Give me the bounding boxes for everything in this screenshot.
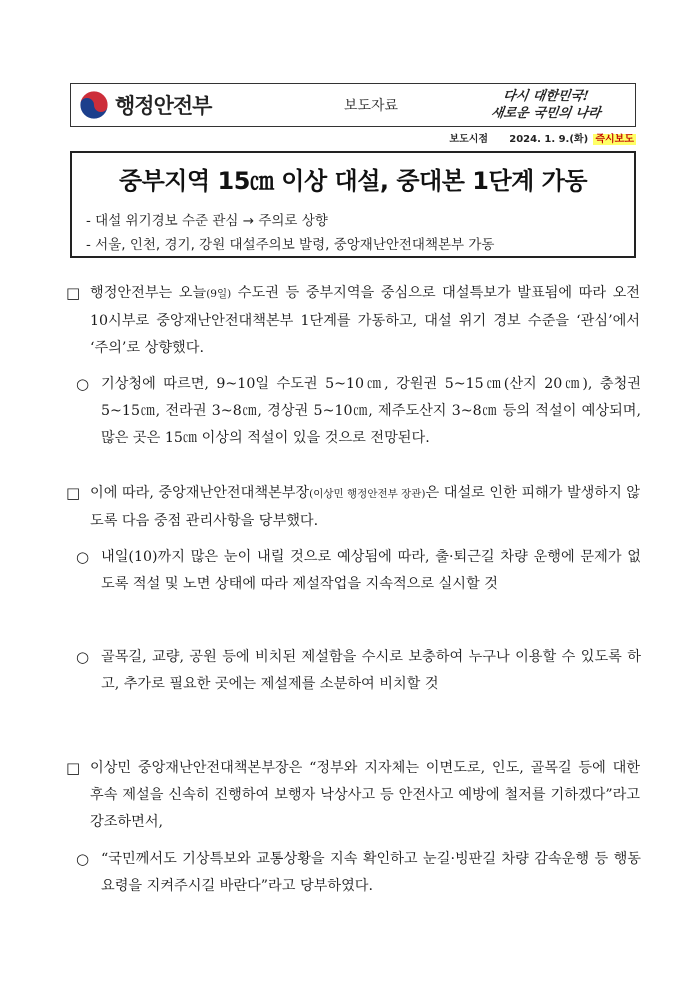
paragraph-1-text-a: 행정안전부는 오늘 <box>90 285 207 301</box>
square-bullet-icon: □ <box>66 759 81 777</box>
paragraph-2-item-2: 골목길, 교량, 공원 등에 비치된 제설함을 수시로 보충하여 누구나 이용할 수 있도록 하고, 추가로 필요한 곳에는 제설제를 소분하여 비치할 것 <box>101 649 641 692</box>
title-box <box>70 151 636 258</box>
paragraph-3: 이상민 중앙재난안전대책본부장은 “정부와 지자체는 이면도로, 인도, 골목길 등에 대한 후속 제설을 신속히 진행하여 보행자 낙상사고 등 안전사고 예방에 철저를 기하겠다”라고 강조하면서, <box>90 760 640 830</box>
release-label: 보도시점 <box>449 134 489 145</box>
release-info <box>70 130 636 145</box>
doc-type-label: 보도자료 <box>343 98 399 114</box>
circle-bullet-icon: ○ <box>76 375 90 393</box>
taegeuk-emblem-icon <box>79 90 109 120</box>
paragraph-3-quote: “국민께서도 기상특보와 교통상황을 지속 확인하고 눈길·빙판길 차량 감속운행 등 행동요령을 지켜주시길 바란다”라고 당부하였다. <box>101 851 641 894</box>
circle-bullet-icon: ○ <box>76 850 90 868</box>
paragraph-2-item-1: 내일(10)까지 많은 눈이 내릴 것으로 예상됨에 따라, 출·퇴근길 차량 운행에 문제가 없도록 적설 및 노면 상태에 따라 제설작업을 지속적으로 실시할 것 <box>101 549 641 592</box>
square-bullet-icon: □ <box>66 484 81 502</box>
paragraph-1-detail: 기상청에 따르면, 9~10일 수도권 5~10㎝, 강원권 5~15㎝(산지 20㎝), 충청권 5~15㎝, 전라권 3~8㎝, 경상권 5~10㎝, 제주도산지 3~8㎝ 등의 적설이 예상되며, 많은 곳은 15㎝ 이상의 적설이 있을 것으로 전망된다. <box>101 376 641 446</box>
ministry-name: 행정안전부 <box>115 94 212 118</box>
paragraph-2-text-b: 은 대설로 인한 피해가 발생하지 않도록 다음 중점 관리사항을 당부했다. <box>90 485 641 529</box>
slogan <box>491 88 621 124</box>
press-header <box>70 83 636 127</box>
circle-bullet-icon: ○ <box>76 548 90 566</box>
circle-bullet-icon: ○ <box>76 648 90 666</box>
release-date: 2024. 1. 9.(화) <box>509 134 589 145</box>
paragraph-1-text-b: 수도권 등 중부지역을 중심으로 대설특보가 발표됨에 따라 오전 10시부로 중앙재난안전대책본부 1단계를 가동하고, 대설 위기 경보 수준을 ‘관심’에서 ‘주의’로 상향했다. <box>90 285 640 356</box>
paragraph-1-small: (9일) <box>206 288 232 300</box>
slogan-line-1: 다시 대한민국! <box>501 89 590 104</box>
paragraph-2 <box>90 480 640 535</box>
paragraph-2-text-a: 이에 따라, 중앙재난안전대책본부장 <box>90 485 310 501</box>
page-title: 중부지역 15㎝ 이상 대설, 중대본 1단계 가동 <box>118 167 588 195</box>
immediate-release-badge: 즉시보도 <box>595 134 634 145</box>
subtitle-2: - 서울, 인천, 경기, 강원 대설주의보 발령, 중앙재난안전대책본부 가동 <box>86 237 495 253</box>
paragraph-1 <box>90 280 640 362</box>
slogan-line-2: 새로운 국민의 나라 <box>489 106 602 121</box>
square-bullet-icon: □ <box>66 284 81 302</box>
subtitle-1: - 대설 위기경보 수준 관심 → 주의로 상향 <box>86 213 328 229</box>
ministry-logo <box>79 90 279 120</box>
paragraph-2-small: (이상민 행정안전부 장관) <box>309 488 426 500</box>
